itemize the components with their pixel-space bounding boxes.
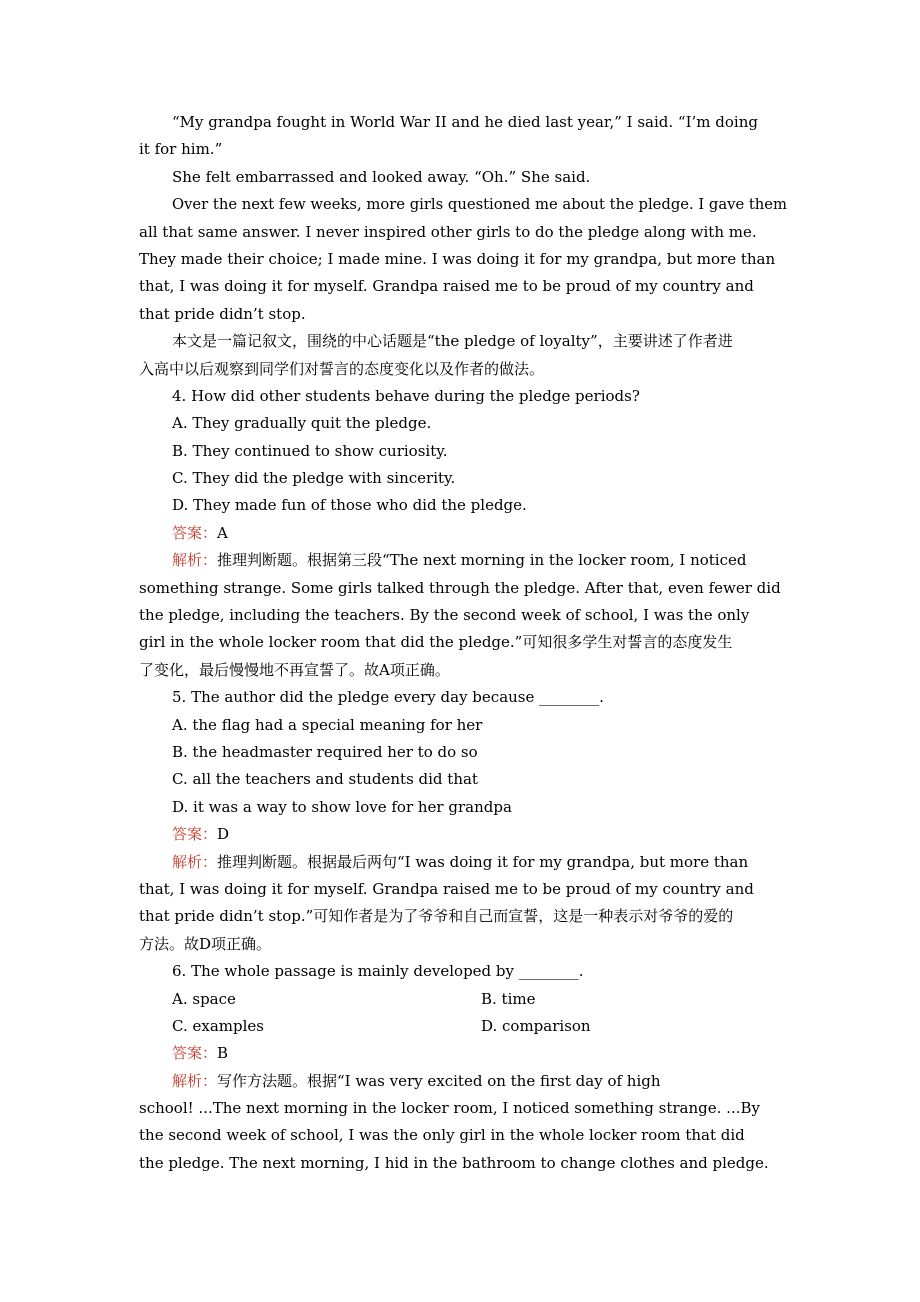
analysis-line: something strange. Some girls talked through the pledge. After that, even fewer did (139, 578, 781, 597)
option-d: D. They made fun of those who did the pledge. (172, 496, 527, 515)
summary (139, 328, 790, 383)
analysis-label: 解析： (172, 1071, 218, 1090)
question-stem: 5. The author did the pledge every day because ________. (172, 688, 604, 707)
option-b: B. They continued to show curiosity. (172, 441, 448, 460)
analysis-label: 解析： (172, 551, 218, 570)
analysis-line: school! ...The next morning in the locker room, I noticed something strange. ...By (139, 1099, 760, 1118)
answer-line (139, 520, 790, 547)
analysis-label: 解析： (172, 852, 218, 871)
passage (139, 109, 790, 328)
passage-line: “My grandpa fought in World War II and he died last year,” I said. “I’m doing (172, 113, 758, 131)
option-b: B. the headmaster required her to do so (172, 742, 478, 761)
option-c: C. They did the pledge with sincerity. (172, 469, 456, 488)
answer-label: 答案： (172, 825, 218, 844)
answer-line (139, 1040, 790, 1067)
option-a: A. They gradually quit the pledge. (172, 414, 432, 433)
answer-value: A (217, 523, 228, 542)
analysis-line: that, I was doing it for myself. Grandpa raised me to be proud of my country and (139, 879, 754, 898)
answer-label: 答案： (172, 1044, 218, 1063)
option-c: C. examples (172, 1016, 264, 1035)
option-row (139, 986, 790, 1013)
answer-line (139, 821, 790, 848)
option-b: B. time (481, 989, 536, 1008)
analysis-line: 方法。故D项正确。 (139, 934, 272, 953)
passage-line: They made their choice; I made mine. I was doing it for my grandpa, but more than (139, 249, 776, 268)
passage-line: Over the next few weeks, more girls questioned me about the pledge. I gave them (172, 196, 788, 214)
answer-label: 答案： (172, 523, 218, 542)
passage-line: that, I was doing it for myself. Grandpa raised me to be proud of my country and (139, 277, 754, 296)
analysis-line: girl in the whole locker room that did the pledge.”可知很多学生对誓言的态度发生 (139, 633, 733, 652)
analysis-line: the pledge. The next morning, I hid in the bathroom to change clothes and pledge. (139, 1153, 769, 1172)
question-4 (139, 383, 790, 684)
option-d: D. comparison (481, 1016, 591, 1035)
analysis-text: 写作方法题。根据“I was very excited on the first day of high (217, 1071, 661, 1090)
question-stem: 6. The whole passage is mainly developed by ________. (172, 962, 584, 981)
analysis-line: the second week of school, I was the only girl in the whole locker room that did (139, 1126, 745, 1145)
option-row (139, 1013, 790, 1040)
analysis-text: 推理判断题。根据最后两句“I was doing it for my grandpa, but more than (217, 852, 749, 871)
analysis-line: the pledge, including the teachers. By the second week of school, I was the only (139, 606, 750, 625)
answer-value: D (217, 825, 230, 844)
passage-line: She felt embarrassed and looked away. “Oh.” She said. (172, 167, 591, 186)
analysis-line: that pride didn’t stop.”可知作者是为了爷爷和自己而宣誓，这是一种表示对爷爷的爱的 (139, 907, 734, 926)
passage-line: that pride didn’t stop. (139, 304, 306, 323)
option-d: D. it was a way to show love for her grandpa (172, 797, 512, 816)
analysis-line: 了变化，最后慢慢地不再宣誓了。故A项正确。 (139, 660, 450, 679)
option-c: C. all the teachers and students did that (172, 770, 478, 789)
passage-line: all that same answer. I never inspired other girls to do the pledge along with me. (139, 222, 757, 241)
analysis-line (139, 849, 790, 876)
answer-value: B (217, 1044, 229, 1063)
question-5 (139, 684, 790, 958)
analysis-line (139, 547, 790, 574)
summary-line: 入高中以后观察到同学们对誓言的态度变化以及作者的做法。 (139, 359, 545, 378)
analysis-line (139, 1068, 790, 1095)
summary-line: 本文是一篇记叙文，围绕的中心话题是“the pledge of loyalty”，主要讲述了作者进 (172, 332, 733, 351)
analysis-text: 推理判断题。根据第三段“The next morning in the locker room, I noticed (217, 551, 747, 570)
passage-line: it for him.” (139, 140, 223, 159)
option-a: A. the flag had a special meaning for her (172, 715, 483, 734)
question-stem: 4. How did other students behave during the pledge periods? (172, 386, 640, 405)
document-page (139, 109, 790, 1177)
option-a: A. space (172, 989, 236, 1008)
question-6 (139, 958, 790, 1177)
